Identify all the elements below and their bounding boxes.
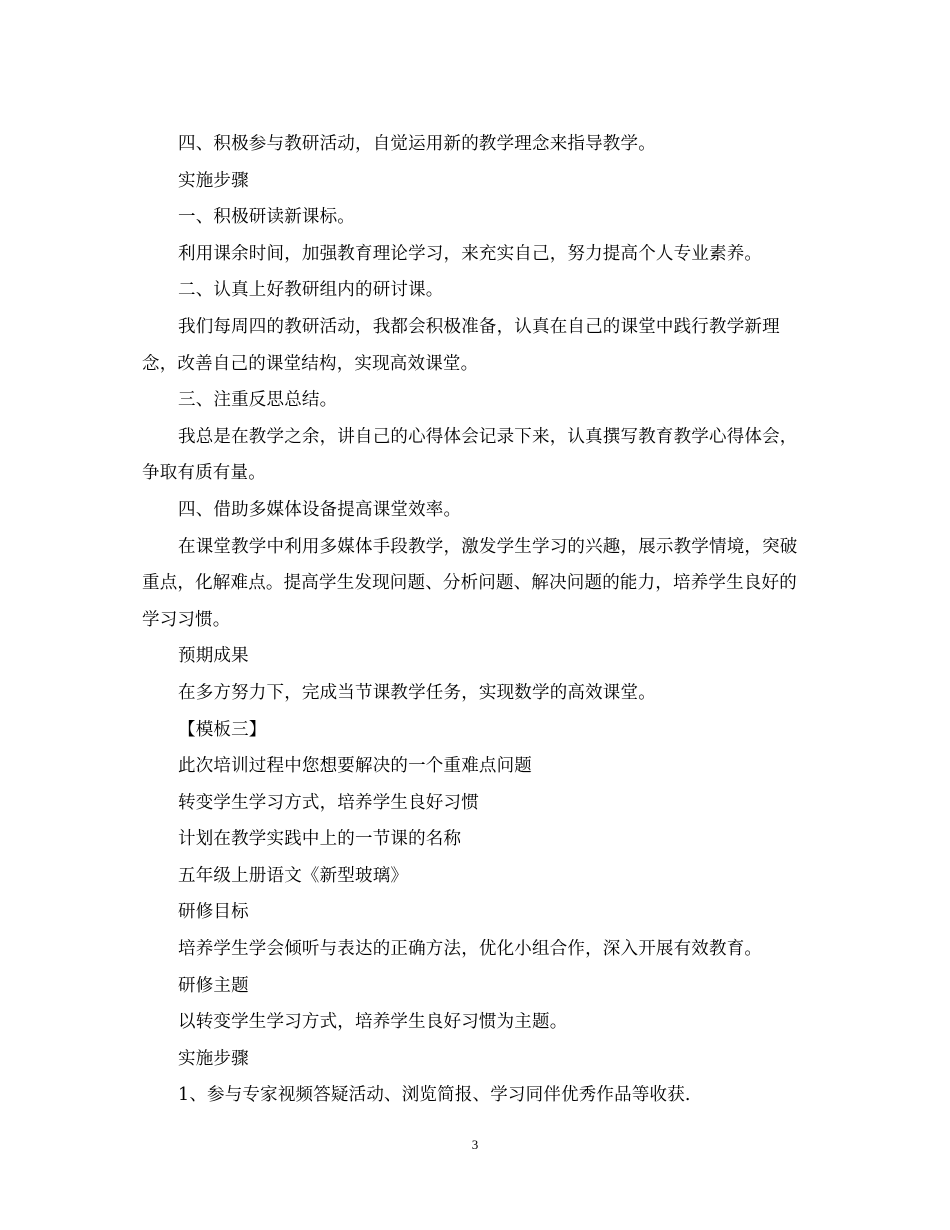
paragraph: 在多方努力下，完成当节课教学任务，实现数学的高效课堂。 bbox=[178, 682, 656, 703]
paragraph: 我总是在教学之余，讲自己的心得体会记录下来，认真撰写教育教学心得体会，争取有质有量。 bbox=[142, 426, 798, 484]
section-heading: 【模板三】 bbox=[178, 719, 267, 740]
paragraph: 此次培训过程中您想要解决的一个重难点问题 bbox=[178, 756, 532, 777]
section-heading: 实施步骤 bbox=[178, 170, 249, 191]
paragraph: 一、积极研读新课标。 bbox=[178, 207, 355, 228]
paragraph: 我们每周四的教研活动，我都会积极准备，认真在自己的课堂中践行教学新理念，改善自己的课堂结构，实现高效课堂。 bbox=[142, 316, 780, 374]
paragraph: 在课堂教学中利用多媒体手段教学，激发学生学习的兴趣，展示教学情境，突破重点，化解难点。提高学生发现问题、分析问题、解决问题的能力，培养学生良好的学习习惯。 bbox=[142, 536, 798, 630]
section-heading: 研修主题 bbox=[178, 975, 249, 996]
section-heading: 实施步骤 bbox=[178, 1048, 249, 1069]
paragraph: 转变学生学习方式，培养学生良好习惯 bbox=[178, 792, 479, 813]
section-heading: 研修目标 bbox=[178, 902, 249, 923]
paragraph: 三、注重反思总结。 bbox=[178, 390, 338, 411]
paragraph: 四、积极参与教研活动，自觉运用新的教学理念来指导教学。 bbox=[178, 134, 656, 154]
page-number: 3 bbox=[471, 1137, 479, 1152]
paragraph: 以转变学生学习方式，培养学生良好习惯为主题。 bbox=[178, 1012, 568, 1033]
paragraph: 培养学生学会倾听与表达的正确方法，优化小组合作，深入开展有效教育。 bbox=[178, 939, 763, 960]
document-body bbox=[142, 126, 812, 1114]
paragraph: 利用课余时间，加强教育理论学习，来充实自己，努力提高个人专业素养。 bbox=[178, 243, 763, 264]
paragraph: 五年级上册语文《新型玻璃》 bbox=[178, 865, 409, 886]
paragraph: 计划在教学实践中上的一节课的名称 bbox=[178, 829, 462, 850]
paragraph: 1、参与专家视频答疑活动、浏览简报、学习同伴优秀作品等收获. bbox=[178, 1085, 691, 1106]
section-heading: 预期成果 bbox=[178, 646, 249, 667]
paragraph: 四、借助多媒体设备提高课堂效率。 bbox=[178, 499, 462, 520]
paragraph: 二、认真上好教研组内的研讨课。 bbox=[178, 280, 444, 301]
